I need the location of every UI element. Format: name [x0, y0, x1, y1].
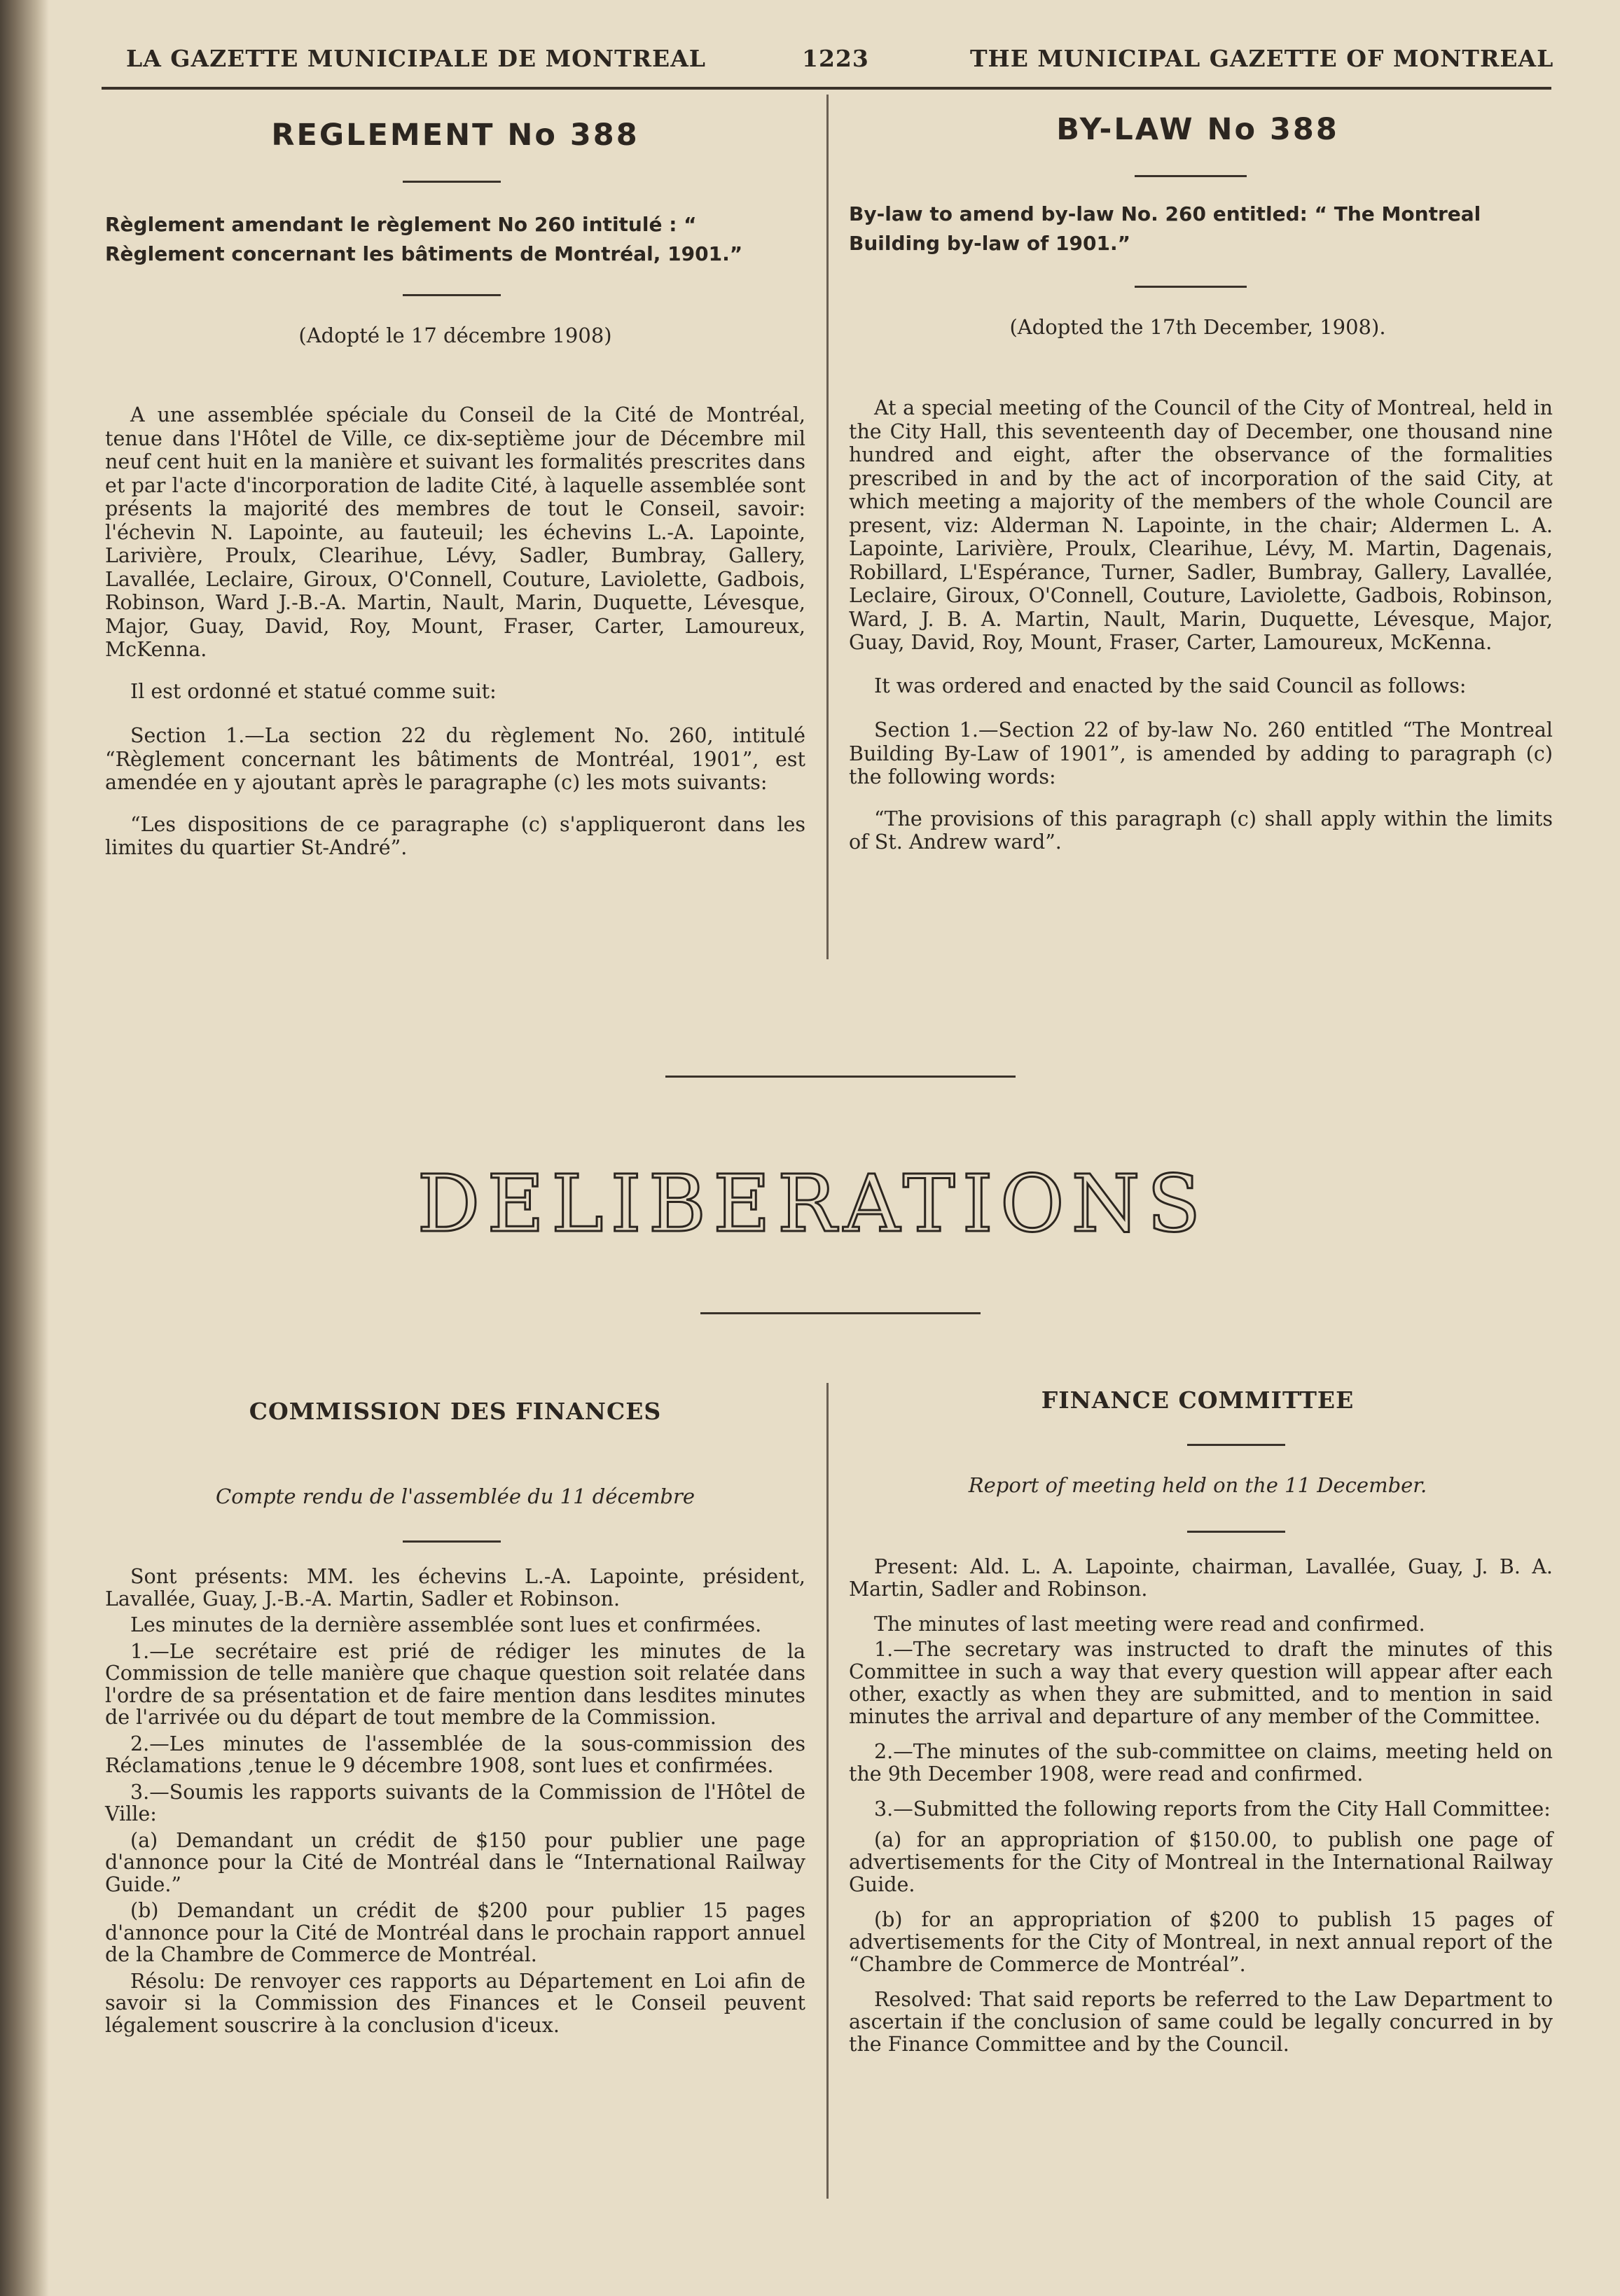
- reglement-title: REGLEMENT No 388: [271, 118, 639, 153]
- commission-resolution: Résolu: De renvoyer ces rapports au Département en Loi afin de savoir si la Commission des Finances et le Conseil peuvent légalement souscrire à la conclusion d'iceux.: [105, 1969, 805, 2037]
- title-rule: [403, 181, 501, 183]
- commission-present: Sont présents: MM. les échevins L.-A. Lapointe, président, Lavallée, Guay, J.-B.-A. Martin, Sadler et Robinson.: [105, 1565, 805, 1610]
- finance-committee-title: FINANCE COMMITTEE: [1041, 1386, 1355, 1414]
- finance-item-3a: (a) for an appropriation of $150.00, to publish one page of advertisements for the City of Montreal in the International Railway Guide.: [849, 1828, 1553, 1896]
- reglement-body: [105, 403, 805, 860]
- finance-item-3: 3.—Submitted the following reports from the City Hall Committee:: [874, 1797, 1551, 1821]
- commission-subtitle: Compte rendu de l'assemblée du 11 décembre: [216, 1484, 695, 1508]
- finance-resolution: Resolved: That said reports be referred to the Law Department to ascertain if the conclusion of same could be legally concurred in by the Finance Committee and by the Council.: [849, 1988, 1553, 2056]
- finance-present: Present: Ald. L. A. Lapointe, chairman, Lavallée, Guay, J. B. A. Martin, Sadler and Robinson.: [849, 1555, 1553, 1601]
- subtitle-rule: [403, 294, 501, 296]
- bylaw-subtitle-rule: [1135, 286, 1247, 288]
- finance-committee-subtitle-rule: [1187, 1531, 1285, 1533]
- reglement-enacting-clause: Il est ordonné et statué comme suit:: [130, 679, 497, 703]
- bylaw-title-rule: [1135, 175, 1247, 177]
- deliberations-heading: DELIBERATIONS: [417, 1159, 1208, 1250]
- reglement-adopted-date: (Adopté le 17 décembre 1908): [298, 323, 612, 347]
- bylaw-enacting-clause: It was ordered and enacted by the said Council as follows:: [874, 674, 1467, 697]
- bylaw-adopted-date: (Adopted the 17th December, 1908).: [1009, 315, 1386, 339]
- section-rule-below: [700, 1312, 981, 1314]
- commission-item-1: 1.—Le secrétaire est prié de rédiger les minutes de la Commission de telle manière que chaque question soit relatée dans l'ordre de sa présentation et de faire mention dans lesdites minutes de l'arrivée ou du départ de tout membre de la Commission.: [105, 1639, 805, 1729]
- bylaw-quoted-text: “The provisions of this paragraph (c) shall apply within the limits of St. Andrew ward”.: [849, 807, 1553, 854]
- reglement-subtitle: Règlement amendant le règlement No 260 intitulé : “ Règlement concernant les bâtiments de Montréal, 1901.”: [105, 213, 743, 265]
- bylaw-preamble: At a special meeting of the Council of the City of Montreal, held in the City Hall, this seventeenth day of December, one thousand nine hundred and eight, after the observance of the formalities prescribed in and by the act of incorporation of the said City, at which meeting a majority of the members of the whole Council are present, viz: Alderman N. Lapointe, in the chair; Aldermen L. A. Lapointe, Larivière, Proulx, Clearihue, Lévy, M. Martin, Dagenais, Robillard, L'Espérance, Turner, Sadler, Bumbray, Gallery, Lavallée, Leclaire, Giroux, O'Connell, Couture, Laviolette, Gadbois, Robinson, Ward, J. B. A. Martin, Nault, Marin, Duquette, Lévesque, Major, Guay, David, Roy, Mount, Fraser, Carter, Lamoureux, McKenna.: [849, 396, 1553, 654]
- finance-minutes: The minutes of last meeting were read and confirmed.: [874, 1613, 1425, 1636]
- header-left-title: LA GAZETTE MUNICIPALE DE MONTREAL: [126, 45, 707, 72]
- commission-item-3b: (b) Demandant un crédit de $200 pour publier 15 pages d'annonce pour la Cité de Montréal dans le prochain rapport annuel de la Chambre de Commerce de Montréal.: [105, 1899, 805, 1966]
- commission-minutes: Les minutes de la dernière assemblée sont lues et confirmées.: [130, 1613, 762, 1636]
- commission-title: COMMISSION DES FINANCES: [249, 1398, 662, 1425]
- commission-item-2: 2.—Les minutes de l'assemblée de la sous-commission des Réclamations ,tenue le 9 décembre 1908, sont lues et confirmées.: [105, 1732, 805, 1777]
- finance-item-2: 2.—The minutes of the sub-committee on claims, meeting held on the 9th December 1908, were read and confirmed.: [849, 1740, 1553, 1786]
- reglement-preamble: A une assemblée spéciale du Conseil de la Cité de Montréal, tenue dans l'Hôtel de Ville, ce dix-septième jour de Décembre mil neuf cent huit en la manière et suivant les formalités prescrites dans et par l'acte d'incorporation de ladite Cité, à laquelle assemblée sont présents la majorité des membres de tout le Conseil, savoir: l'échevin N. Lapointe, au fauteuil; les échevins L.-A. Lapointe, Larivière, Proulx, Clearihue, Lévy, Sadler, Bumbray, Gallery, Lavallée, Leclaire, Giroux, O'Connell, Couture, Laviolette, Gadbois, Robinson, Ward J.-B.-A. Martin, Nault, Marin, Duquette, Lévesque, Major, Guay, David, Roy, Mount, Fraser, Carter, Lamoureux, McKenna.: [105, 403, 805, 661]
- finance-committee-subtitle: Report of meeting held on the 11 December.: [968, 1473, 1427, 1497]
- column-divider-lower: [826, 1383, 829, 2199]
- commission-item-3: 3.—Soumis les rapports suivants de la Commission de l'Hôtel de Ville:: [105, 1780, 805, 1825]
- header-rule: [102, 87, 1551, 90]
- reglement-quoted-text: “Les dispositions de ce paragraphe (c) s'appliqueront dans les limites du quartier St-André”.: [105, 812, 805, 859]
- bylaw-title: BY-LAW No 388: [1056, 112, 1339, 147]
- finance-committee-body: [849, 1556, 1553, 2056]
- column-divider-upper: [826, 95, 829, 959]
- bylaw-subtitle: By-law to amend by-law No. 260 entitled: “ The Montreal Building by-law of 1901.”: [849, 202, 1481, 255]
- section-rule-above: [665, 1076, 1016, 1078]
- finance-committee-title-rule: [1187, 1444, 1285, 1446]
- commission-rule: [403, 1540, 501, 1543]
- finance-item-1: 1.—The secretary was instructed to draft the minutes of this Committee in such a way that every question will appear after each other, exactly as when they are submitted, and to mention in said minutes the arrival and departure of any member of the Committee.: [849, 1638, 1553, 1728]
- page-number: 1223: [802, 45, 869, 72]
- bylaw-section-1: Section 1.—Section 22 of by-law No. 260 entitled “The Montreal Building By-Law of 1901”, is amended by adding to paragraph (c) the following words:: [849, 718, 1553, 788]
- bylaw-body: [849, 396, 1553, 854]
- commission-item-3a: (a) Demandant un crédit de $150 pour publier une page d'annonce pour la Cité de Montréal dans le “International Railway Guide.”: [105, 1828, 805, 1896]
- commission-body: [105, 1566, 805, 2036]
- header-right-title: THE MUNICIPAL GAZETTE OF MONTREAL: [970, 45, 1554, 72]
- page-binding-shadow: [0, 0, 49, 2296]
- reglement-section-1: Section 1.—La section 22 du règlement No. 260, intitulé “Règlement concernant les bâtiments de Montréal, 1901”, est amendée en y ajoutant après le paragraphe (c) les mots suivants:: [105, 724, 805, 794]
- finance-item-3b: (b) for an appropriation of $200 to publish 15 pages of advertisements for the City of Montreal, in next annual report of the “Chambre de Commerce de Montréal”.: [849, 1908, 1553, 1976]
